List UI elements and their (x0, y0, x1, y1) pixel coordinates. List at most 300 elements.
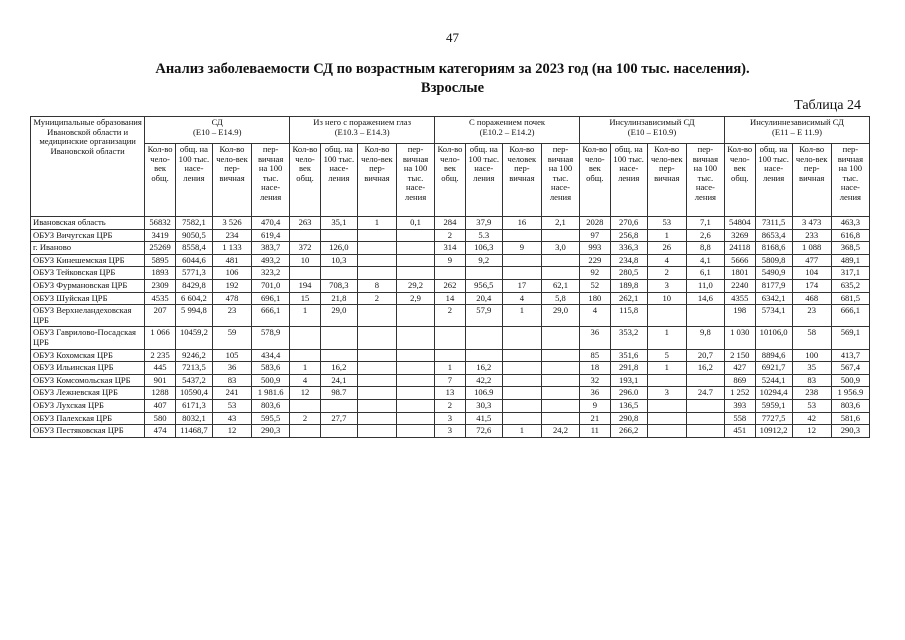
value-cell: 26 (647, 242, 686, 255)
value-cell (320, 425, 357, 438)
row-name-cell: ОБУЗ Верхнеландеховская ЦРБ (31, 305, 145, 327)
value-cell (357, 267, 396, 280)
value-cell (290, 349, 321, 362)
value-cell: 2 (435, 229, 466, 242)
header-group-code: (E11 – E 11.9) (771, 126, 822, 137)
value-cell: 3 526 (212, 217, 251, 230)
value-cell (397, 412, 435, 425)
value-cell: 198 (724, 305, 755, 327)
value-cell: 8558,4 (175, 242, 212, 255)
value-cell: 1 (290, 362, 321, 375)
value-cell (465, 267, 502, 280)
table-row (31, 279, 870, 292)
value-cell: 296.0 (610, 387, 647, 400)
header-subcolumn: Кол-во чело-век общ. (290, 144, 321, 217)
value-cell: 5959,1 (755, 399, 792, 412)
header-subcolumn: Кол-во чело-век пер-вичная (792, 144, 831, 217)
value-cell: 21 (580, 412, 611, 425)
value-cell: 290,3 (252, 425, 290, 438)
table-row (31, 374, 870, 387)
row-name-cell: ОБУЗ Лежневская ЦРБ (31, 387, 145, 400)
value-cell: 62,1 (541, 279, 579, 292)
value-cell: 24,2 (541, 425, 579, 438)
value-cell: 5 994,8 (175, 305, 212, 327)
value-cell: 15 (290, 292, 321, 305)
value-cell: 262,1 (610, 292, 647, 305)
value-cell: 0,1 (397, 217, 435, 230)
value-cell: 3419 (145, 229, 176, 242)
value-cell: 1893 (145, 267, 176, 280)
header-subcolumn: Кол-во чело-век пер-вичная (647, 144, 686, 217)
value-cell (502, 327, 541, 349)
value-cell: 1 (647, 362, 686, 375)
value-cell: 9 (580, 399, 611, 412)
row-name-cell: ОБУЗ Тейковская ЦРБ (31, 267, 145, 280)
value-cell: 2028 (580, 217, 611, 230)
value-cell: 23 (792, 305, 831, 327)
value-cell: 1 030 (724, 327, 755, 349)
header-group-label: С поражением почек (469, 117, 546, 127)
value-cell: 54804 (724, 217, 755, 230)
value-cell (502, 229, 541, 242)
value-cell: 2240 (724, 279, 755, 292)
value-cell: 595,5 (252, 412, 290, 425)
value-cell: 192 (212, 279, 251, 292)
table-row (31, 399, 870, 412)
row-name-cell: ОБУЗ Вичугская ЦРБ (31, 229, 145, 242)
header-group-label: Инсулиннезависимый СД (750, 117, 844, 127)
value-cell: 10,3 (320, 254, 357, 267)
value-cell: 24.7 (686, 387, 724, 400)
row-name-cell: г. Иваново (31, 242, 145, 255)
row-name-cell: ОБУЗ Кохомская ЦРБ (31, 349, 145, 362)
value-cell (465, 327, 502, 349)
value-cell (647, 412, 686, 425)
value-cell: 2 235 (145, 349, 176, 362)
value-cell: 1801 (724, 267, 755, 280)
value-cell: 500,9 (831, 374, 869, 387)
value-cell (320, 399, 357, 412)
table-row (31, 217, 870, 230)
table-row (31, 349, 870, 362)
value-cell: 8168,6 (755, 242, 792, 255)
value-cell: 353,2 (610, 327, 647, 349)
header-subcolumn: Кол-во чело-век пер-вичная (357, 144, 396, 217)
value-cell (541, 374, 579, 387)
header-subcolumn: пер-вичная на 100 тыс. насе-ления (831, 144, 869, 217)
table-row (31, 425, 870, 438)
value-cell: 2 (435, 305, 466, 327)
value-cell: 256,8 (610, 229, 647, 242)
value-cell: 434,4 (252, 349, 290, 362)
value-cell (290, 267, 321, 280)
value-cell: 98.7 (320, 387, 357, 400)
row-name-cell: ОБУЗ Шуйская ЦРБ (31, 292, 145, 305)
value-cell: 10294,4 (755, 387, 792, 400)
value-cell: 5666 (724, 254, 755, 267)
value-cell: 393 (724, 399, 755, 412)
value-cell: 3,0 (541, 242, 579, 255)
value-cell (320, 267, 357, 280)
value-cell: 1 133 (212, 242, 251, 255)
row-name-cell: ОБУЗ Фурмановская ЦРБ (31, 279, 145, 292)
value-cell: 368,5 (831, 242, 869, 255)
value-cell (541, 412, 579, 425)
value-cell: 16 (502, 217, 541, 230)
header-subcolumn: Кол-во чело-век общ. (145, 144, 176, 217)
value-cell: 481 (212, 254, 251, 267)
value-cell: 4355 (724, 292, 755, 305)
value-cell: 619,4 (252, 229, 290, 242)
value-cell: 136,5 (610, 399, 647, 412)
value-cell (397, 362, 435, 375)
value-cell: 4535 (145, 292, 176, 305)
value-cell: 229 (580, 254, 611, 267)
value-cell (357, 229, 396, 242)
value-cell: 7311,5 (755, 217, 792, 230)
statistics-table (30, 116, 870, 438)
value-cell: 3 (435, 412, 466, 425)
value-cell: 193,1 (610, 374, 647, 387)
value-cell: 105 (212, 349, 251, 362)
value-cell: 20,7 (686, 349, 724, 362)
value-cell: 1 (357, 217, 396, 230)
value-cell: 29,0 (541, 305, 579, 327)
value-cell: 29,0 (320, 305, 357, 327)
value-cell: 2 (290, 412, 321, 425)
title-line-2: Взрослые (420, 80, 485, 96)
header-group-label: СД (211, 117, 223, 127)
value-cell: 708,3 (320, 279, 357, 292)
value-cell: 100 (792, 349, 831, 362)
value-cell (320, 327, 357, 349)
value-cell: 20,4 (465, 292, 502, 305)
value-cell (465, 349, 502, 362)
value-cell: 1288 (145, 387, 176, 400)
table-row (31, 362, 870, 375)
value-cell (290, 327, 321, 349)
value-cell: 97 (580, 229, 611, 242)
value-cell: 92 (580, 267, 611, 280)
value-cell (357, 399, 396, 412)
value-cell: 581,6 (831, 412, 869, 425)
value-cell: 5,8 (541, 292, 579, 305)
value-cell: 993 (580, 242, 611, 255)
value-cell (357, 425, 396, 438)
value-cell (541, 362, 579, 375)
value-cell: 6342,1 (755, 292, 792, 305)
value-cell (502, 399, 541, 412)
value-cell: 493,2 (252, 254, 290, 267)
value-cell: 27,7 (320, 412, 357, 425)
value-cell: 41,5 (465, 412, 502, 425)
value-cell (435, 267, 466, 280)
header-subcolumn: общ. на 100 тыс. насе-ления (175, 144, 212, 217)
value-cell: 234,8 (610, 254, 647, 267)
value-cell (541, 229, 579, 242)
value-cell: 474 (145, 425, 176, 438)
value-cell: 8032,1 (175, 412, 212, 425)
header-subcolumn: общ. на 100 тыс. насе-ления (465, 144, 502, 217)
table-row (31, 412, 870, 425)
value-cell: 83 (792, 374, 831, 387)
value-cell: 2,1 (541, 217, 579, 230)
row-name-cell: ОБУЗ Ильинская ЦРБ (31, 362, 145, 375)
value-cell: 14,6 (686, 292, 724, 305)
value-cell: 85 (580, 349, 611, 362)
value-cell: 180 (580, 292, 611, 305)
value-cell: 10459,2 (175, 327, 212, 349)
row-name-cell: ОБУЗ Гаврилово-Посадская ЦРБ (31, 327, 145, 349)
value-cell: 58 (792, 327, 831, 349)
value-cell: 1 (647, 229, 686, 242)
value-cell: 53 (647, 217, 686, 230)
value-cell: 24,1 (320, 374, 357, 387)
value-cell: 16,2 (320, 362, 357, 375)
value-cell: 266,2 (610, 425, 647, 438)
table-row (31, 229, 870, 242)
value-cell: 12 (212, 425, 251, 438)
table-row (31, 305, 870, 327)
header-subcolumn: общ. на 100 тыс. насе-ления (610, 144, 647, 217)
header-subcolumn: пер-вичная на 100 тыс. насе-ления (686, 144, 724, 217)
value-cell: 3 (647, 279, 686, 292)
page-number: 47 (446, 30, 459, 45)
value-cell (397, 267, 435, 280)
value-cell (357, 362, 396, 375)
value-cell (397, 254, 435, 267)
header-subcolumn: пер-вичная на 100 тыс. насе-ления (541, 144, 579, 217)
value-cell: 106.9 (465, 387, 502, 400)
value-cell: 2 (647, 267, 686, 280)
header-subcolumn: Кол-во человек пер-вичная (502, 144, 541, 217)
value-cell: 10106,0 (755, 327, 792, 349)
header-subcolumn: Кол-во чело-век общ. (724, 144, 755, 217)
header-group-label: Из него с поражением глаз (313, 117, 411, 127)
value-cell: 21,8 (320, 292, 357, 305)
value-cell: 2 (435, 399, 466, 412)
value-cell: 10912,2 (755, 425, 792, 438)
value-cell (541, 349, 579, 362)
value-cell: 36 (580, 327, 611, 349)
value-cell: 4 (647, 254, 686, 267)
value-cell: 478 (212, 292, 251, 305)
value-cell: 6 604,2 (175, 292, 212, 305)
value-cell: 270,6 (610, 217, 647, 230)
value-cell: 207 (145, 305, 176, 327)
value-cell: 233 (792, 229, 831, 242)
value-cell (357, 412, 396, 425)
value-cell: 5771,3 (175, 267, 212, 280)
value-cell: 42 (792, 412, 831, 425)
value-cell: 7213,5 (175, 362, 212, 375)
document-title (0, 60, 905, 98)
value-cell: 4 (290, 374, 321, 387)
value-cell (397, 399, 435, 412)
value-cell: 1 (647, 327, 686, 349)
value-cell: 10 (647, 292, 686, 305)
value-cell: 43 (212, 412, 251, 425)
value-cell: 666,1 (831, 305, 869, 327)
table-body (31, 217, 870, 438)
table-row (31, 254, 870, 267)
value-cell: 580 (145, 412, 176, 425)
value-cell (686, 305, 724, 327)
value-cell: 372 (290, 242, 321, 255)
value-cell: 4 (580, 305, 611, 327)
value-cell: 5437,2 (175, 374, 212, 387)
header-group-label: Инсулинзависимый СД (609, 117, 695, 127)
value-cell: 6,1 (686, 267, 724, 280)
value-cell: 1 088 (792, 242, 831, 255)
table-row (31, 327, 870, 349)
value-cell: 583,6 (252, 362, 290, 375)
value-cell: 468 (792, 292, 831, 305)
value-cell: 869 (724, 374, 755, 387)
value-cell (320, 229, 357, 242)
value-cell: 7,1 (686, 217, 724, 230)
value-cell: 56832 (145, 217, 176, 230)
value-cell: 10 (290, 254, 321, 267)
value-cell (686, 412, 724, 425)
value-cell: 7727,5 (755, 412, 792, 425)
value-cell: 8653,4 (755, 229, 792, 242)
value-cell (686, 374, 724, 387)
value-cell: 12 (792, 425, 831, 438)
value-cell (502, 349, 541, 362)
value-cell: 578,9 (252, 327, 290, 349)
value-cell: 9 (502, 242, 541, 255)
value-cell: 1 (290, 305, 321, 327)
value-cell: 314 (435, 242, 466, 255)
table-row (31, 242, 870, 255)
value-cell: 8429,8 (175, 279, 212, 292)
value-cell: 7 (435, 374, 466, 387)
value-cell: 558 (724, 412, 755, 425)
value-cell: 3 473 (792, 217, 831, 230)
value-cell: 6921,7 (755, 362, 792, 375)
value-cell: 29,2 (397, 279, 435, 292)
value-cell (357, 305, 396, 327)
value-cell: 189,8 (610, 279, 647, 292)
header-group (435, 117, 580, 144)
value-cell: 25269 (145, 242, 176, 255)
value-cell: 463,3 (831, 217, 869, 230)
value-cell: 290,3 (831, 425, 869, 438)
value-cell (290, 425, 321, 438)
value-cell: 5734,1 (755, 305, 792, 327)
value-cell: 2309 (145, 279, 176, 292)
value-cell: 5809,8 (755, 254, 792, 267)
value-cell: 1 981.6 (252, 387, 290, 400)
value-cell: 83 (212, 374, 251, 387)
header-subcolumn: пер-вичная на 100 тыс. насе-ления (252, 144, 290, 217)
value-cell (541, 399, 579, 412)
value-cell (541, 254, 579, 267)
header-subcolumn: пер-вичная на 100 тыс. насе-ления (397, 144, 435, 217)
header-group-code: (E10.3 – E14.3) (334, 126, 390, 137)
value-cell (397, 349, 435, 362)
value-cell: 30,3 (465, 399, 502, 412)
value-cell: 8,8 (686, 242, 724, 255)
value-cell: 8 (357, 279, 396, 292)
value-cell (397, 229, 435, 242)
value-cell: 701,0 (252, 279, 290, 292)
value-cell: 262 (435, 279, 466, 292)
value-cell: 35 (792, 362, 831, 375)
value-cell: 567,4 (831, 362, 869, 375)
row-name-cell: ОБУЗ Пестяковская ЦРБ (31, 425, 145, 438)
value-cell: 11,0 (686, 279, 724, 292)
value-cell: 52 (580, 279, 611, 292)
value-cell: 53 (212, 399, 251, 412)
value-cell: 104 (792, 267, 831, 280)
table-row (31, 387, 870, 400)
value-cell: 72,6 (465, 425, 502, 438)
value-cell (397, 305, 435, 327)
value-cell (647, 374, 686, 387)
value-cell: 477 (792, 254, 831, 267)
header-subcolumn: Кол-во чело-век пер-вичная (212, 144, 251, 217)
value-cell: 1 (502, 305, 541, 327)
value-cell (357, 242, 396, 255)
value-cell: 9,8 (686, 327, 724, 349)
value-cell (435, 327, 466, 349)
value-cell (502, 412, 541, 425)
value-cell: 13 (435, 387, 466, 400)
value-cell: 241 (212, 387, 251, 400)
value-cell: 9050,5 (175, 229, 212, 242)
value-cell: 24118 (724, 242, 755, 255)
value-cell: 174 (792, 279, 831, 292)
value-cell: 351,6 (610, 349, 647, 362)
value-cell: 3269 (724, 229, 755, 242)
value-cell (541, 327, 579, 349)
value-cell: 3 (647, 387, 686, 400)
value-cell (541, 387, 579, 400)
value-cell: 666,1 (252, 305, 290, 327)
value-cell (502, 387, 541, 400)
table-caption: Таблица 24 (794, 98, 861, 113)
value-cell: 9246,2 (175, 349, 212, 362)
value-cell (647, 399, 686, 412)
value-cell: 7582,1 (175, 217, 212, 230)
value-cell: 12 (290, 387, 321, 400)
value-cell: 42,2 (465, 374, 502, 387)
value-cell (397, 387, 435, 400)
value-cell (502, 374, 541, 387)
value-cell: 5244,1 (755, 374, 792, 387)
row-name-cell: ОБУЗ Лухская ЦРБ (31, 399, 145, 412)
header-subcolumn: общ. на 100 тыс. насе-ления (755, 144, 792, 217)
value-cell: 2 150 (724, 349, 755, 362)
value-cell: 5.3 (465, 229, 502, 242)
value-cell: 9,2 (465, 254, 502, 267)
value-cell: 1 956.9 (831, 387, 869, 400)
row-name-cell: ОБУЗ Палехская ЦРБ (31, 412, 145, 425)
value-cell (502, 362, 541, 375)
header-group (580, 117, 725, 144)
value-cell (397, 242, 435, 255)
value-cell: 336,3 (610, 242, 647, 255)
value-cell: 14 (435, 292, 466, 305)
header-group-code: (E10.2 – E14.2) (479, 126, 535, 137)
value-cell: 11 (580, 425, 611, 438)
value-cell (357, 349, 396, 362)
value-cell (320, 349, 357, 362)
value-cell: 11468,7 (175, 425, 212, 438)
value-cell (541, 267, 579, 280)
